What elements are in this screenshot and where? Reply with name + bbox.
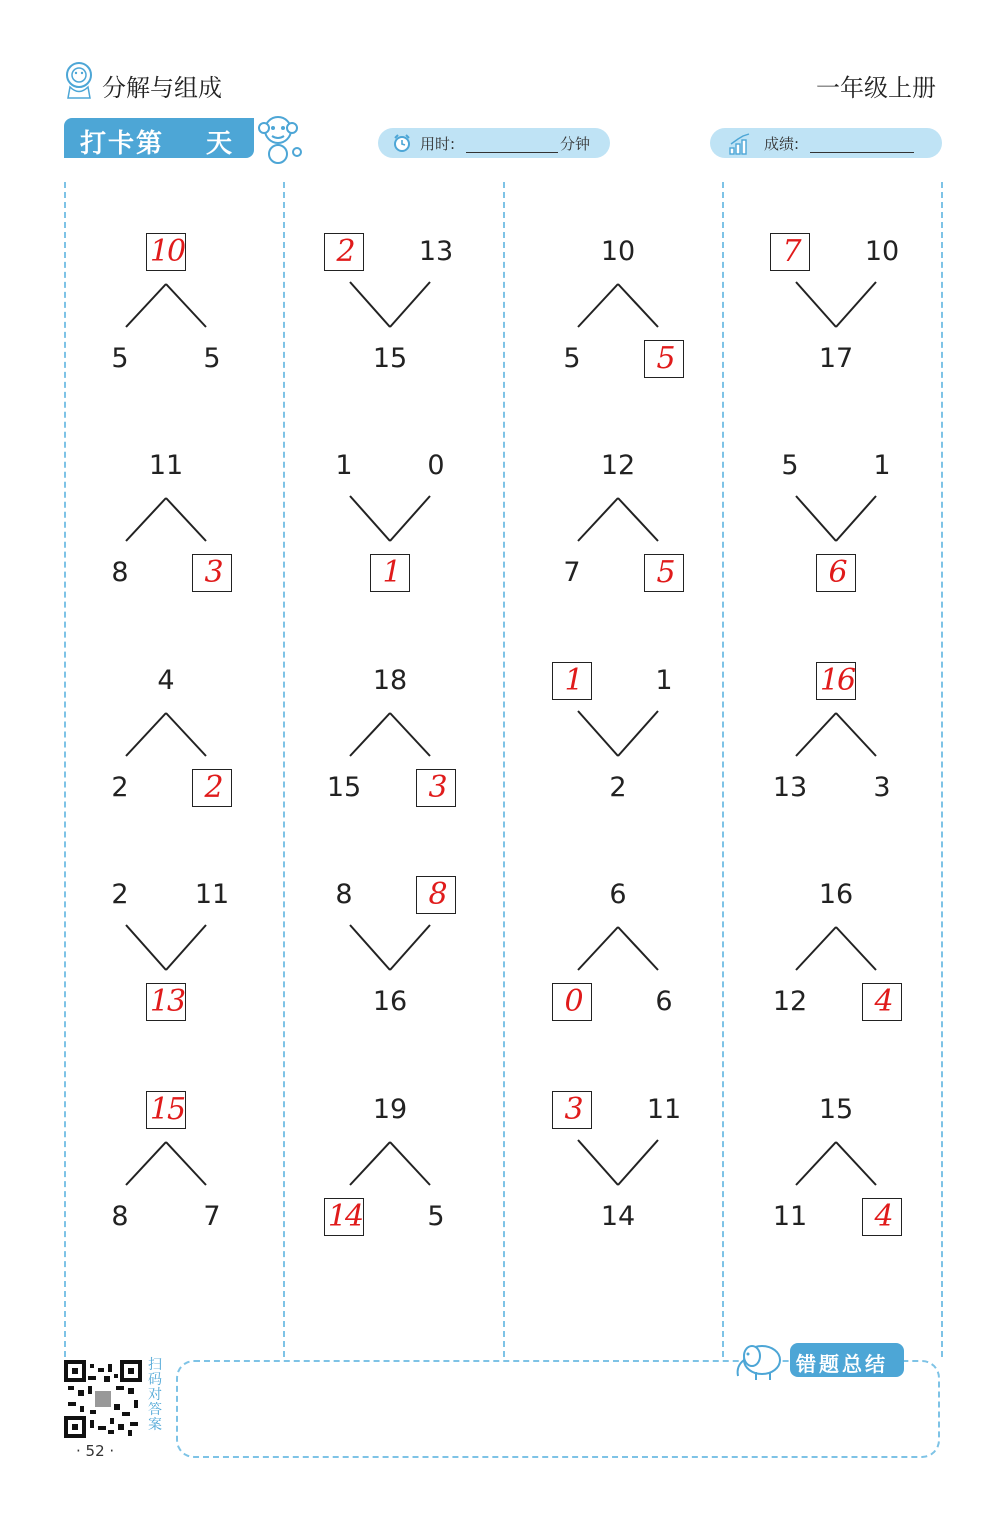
tree-whole-number: 16 <box>818 879 854 910</box>
tree-branch <box>390 1142 430 1185</box>
answer-value: 6 <box>828 555 846 590</box>
tree-part-number: 15 <box>326 772 362 803</box>
answer-value: 2 <box>336 234 354 269</box>
answer-value: 5 <box>656 341 674 376</box>
answer-box[interactable] <box>416 876 456 914</box>
tree-branch <box>166 498 206 541</box>
answer-box[interactable] <box>862 983 902 1021</box>
wrong-summary-label: 错题总结 <box>796 1352 888 1376</box>
tree-part-number: 2 <box>111 772 129 803</box>
tree-branch <box>578 284 618 327</box>
tree-whole-number: 16 <box>372 986 408 1017</box>
tree-branch <box>578 498 618 541</box>
answer-box[interactable] <box>862 1198 902 1236</box>
tree-whole-number: 15 <box>818 1094 854 1125</box>
elephant-icon <box>732 1338 790 1382</box>
tree-branch <box>166 1142 206 1185</box>
scan-for-answers-label: 扫码对答案 <box>148 1357 162 1433</box>
tree-part-number: 2 <box>111 879 129 910</box>
answer-box[interactable] <box>324 1198 364 1236</box>
answer-value: 7 <box>782 234 800 269</box>
tree-whole-number: 15 <box>372 343 408 374</box>
answer-value: 0 <box>564 984 582 1019</box>
answer-value: 8 <box>428 877 446 912</box>
tree-part-number: 8 <box>335 879 353 910</box>
tree-part-number: 8 <box>111 557 129 588</box>
tree-branch <box>350 496 390 541</box>
tree-whole-number: 14 <box>600 1201 636 1232</box>
answer-value: 15 <box>149 1092 185 1127</box>
tree-whole-number: 6 <box>609 879 627 910</box>
tree-part-number: 6 <box>655 986 673 1017</box>
tree-whole-number: 4 <box>157 665 175 696</box>
tree-branch <box>836 496 876 541</box>
punch-card-day: 天 <box>206 129 233 159</box>
answer-box[interactable] <box>146 983 186 1021</box>
tree-part-number: 11 <box>772 1201 808 1232</box>
grade-label: 一年级上册 <box>816 74 936 102</box>
tree-whole-number: 11 <box>148 450 184 481</box>
tree-branch <box>578 711 618 756</box>
tree-branch <box>796 496 836 541</box>
tree-branch <box>836 282 876 327</box>
tree-branch <box>126 498 166 541</box>
answer-box[interactable] <box>192 554 232 592</box>
answer-box[interactable] <box>370 554 410 592</box>
tree-branch <box>618 1140 658 1185</box>
tree-branch <box>350 925 390 970</box>
tree-branch <box>126 713 166 756</box>
tree-whole-number: 10 <box>600 236 636 267</box>
answer-box[interactable] <box>552 662 592 700</box>
tree-branch <box>836 1142 876 1185</box>
tree-part-number: 5 <box>203 343 221 374</box>
tree-branch <box>618 711 658 756</box>
score-label: 成绩: <box>764 135 800 153</box>
answer-box[interactable] <box>552 1091 592 1129</box>
tree-part-number: 5 <box>781 450 799 481</box>
answer-value: 1 <box>382 555 400 590</box>
tree-part-number: 7 <box>203 1201 221 1232</box>
tree-branch <box>166 713 206 756</box>
page-title: 分解与组成 <box>102 74 222 102</box>
answer-box[interactable] <box>816 662 856 700</box>
time-label: 用时: <box>420 135 456 153</box>
tree-branch <box>796 1142 836 1185</box>
answer-value: 14 <box>327 1199 363 1234</box>
tree-branch <box>390 925 430 970</box>
answer-value: 5 <box>656 555 674 590</box>
answer-box[interactable] <box>816 554 856 592</box>
answer-value: 16 <box>819 663 855 698</box>
tree-branch <box>796 927 836 970</box>
time-unit: 分钟 <box>560 135 591 153</box>
tree-whole-number: 17 <box>818 343 854 374</box>
tree-part-number: 1 <box>873 450 891 481</box>
tree-whole-number: 18 <box>372 665 408 696</box>
tree-whole-number: 12 <box>600 450 636 481</box>
tree-branch <box>126 925 166 970</box>
tree-part-number: 5 <box>427 1201 445 1232</box>
answer-box[interactable] <box>146 1091 186 1129</box>
tree-whole-number: 19 <box>372 1094 408 1125</box>
tree-part-number: 3 <box>873 772 891 803</box>
qr-code[interactable] <box>64 1360 142 1438</box>
answer-value: 3 <box>204 555 222 590</box>
answer-box[interactable] <box>416 769 456 807</box>
tree-part-number: 13 <box>418 236 454 267</box>
tree-part-number: 7 <box>563 557 581 588</box>
tree-branch <box>166 925 206 970</box>
tree-branch <box>836 713 876 756</box>
answer-box[interactable] <box>146 233 186 271</box>
answer-value: 13 <box>149 984 185 1019</box>
answer-value: 4 <box>874 1199 892 1234</box>
answer-value: 10 <box>149 234 185 269</box>
answer-value: 2 <box>204 770 222 805</box>
page-number: · 52 · <box>76 1442 115 1460</box>
tree-part-number: 1 <box>655 665 673 696</box>
tree-branch <box>618 927 658 970</box>
answer-box[interactable] <box>192 769 232 807</box>
answer-box[interactable] <box>644 554 684 592</box>
tree-branch <box>350 1142 390 1185</box>
tree-part-number: 1 <box>335 450 353 481</box>
tree-part-number: 5 <box>111 343 129 374</box>
tree-branch <box>390 713 430 756</box>
answer-value: 3 <box>428 770 446 805</box>
tree-branch <box>390 496 430 541</box>
tree-branch <box>350 282 390 327</box>
answer-value: 4 <box>874 984 892 1019</box>
tree-branch <box>126 284 166 327</box>
tree-branch <box>796 713 836 756</box>
answer-box[interactable] <box>552 983 592 1021</box>
answer-value: 1 <box>564 663 582 698</box>
tree-branch <box>836 927 876 970</box>
tree-part-number: 11 <box>194 879 230 910</box>
tree-part-number: 0 <box>427 450 445 481</box>
tree-branch <box>796 282 836 327</box>
answer-box[interactable] <box>644 340 684 378</box>
tree-part-number: 12 <box>772 986 808 1017</box>
answer-box[interactable] <box>770 233 810 271</box>
answer-value: 3 <box>564 1092 582 1127</box>
answer-box[interactable] <box>324 233 364 271</box>
tree-branch <box>126 1142 166 1185</box>
tree-branch <box>578 1140 618 1185</box>
tree-part-number: 13 <box>772 772 808 803</box>
tree-branch <box>350 713 390 756</box>
tree-whole-number: 2 <box>609 772 627 803</box>
punch-card-label: 打卡第 <box>80 129 165 159</box>
tree-part-number: 10 <box>864 236 900 267</box>
tree-part-number: 5 <box>563 343 581 374</box>
tree-branch <box>618 284 658 327</box>
tree-branch <box>578 927 618 970</box>
tree-part-number: 11 <box>646 1094 682 1125</box>
tree-branch <box>618 498 658 541</box>
tree-part-number: 8 <box>111 1201 129 1232</box>
tree-branch <box>166 284 206 327</box>
tree-branch <box>390 282 430 327</box>
